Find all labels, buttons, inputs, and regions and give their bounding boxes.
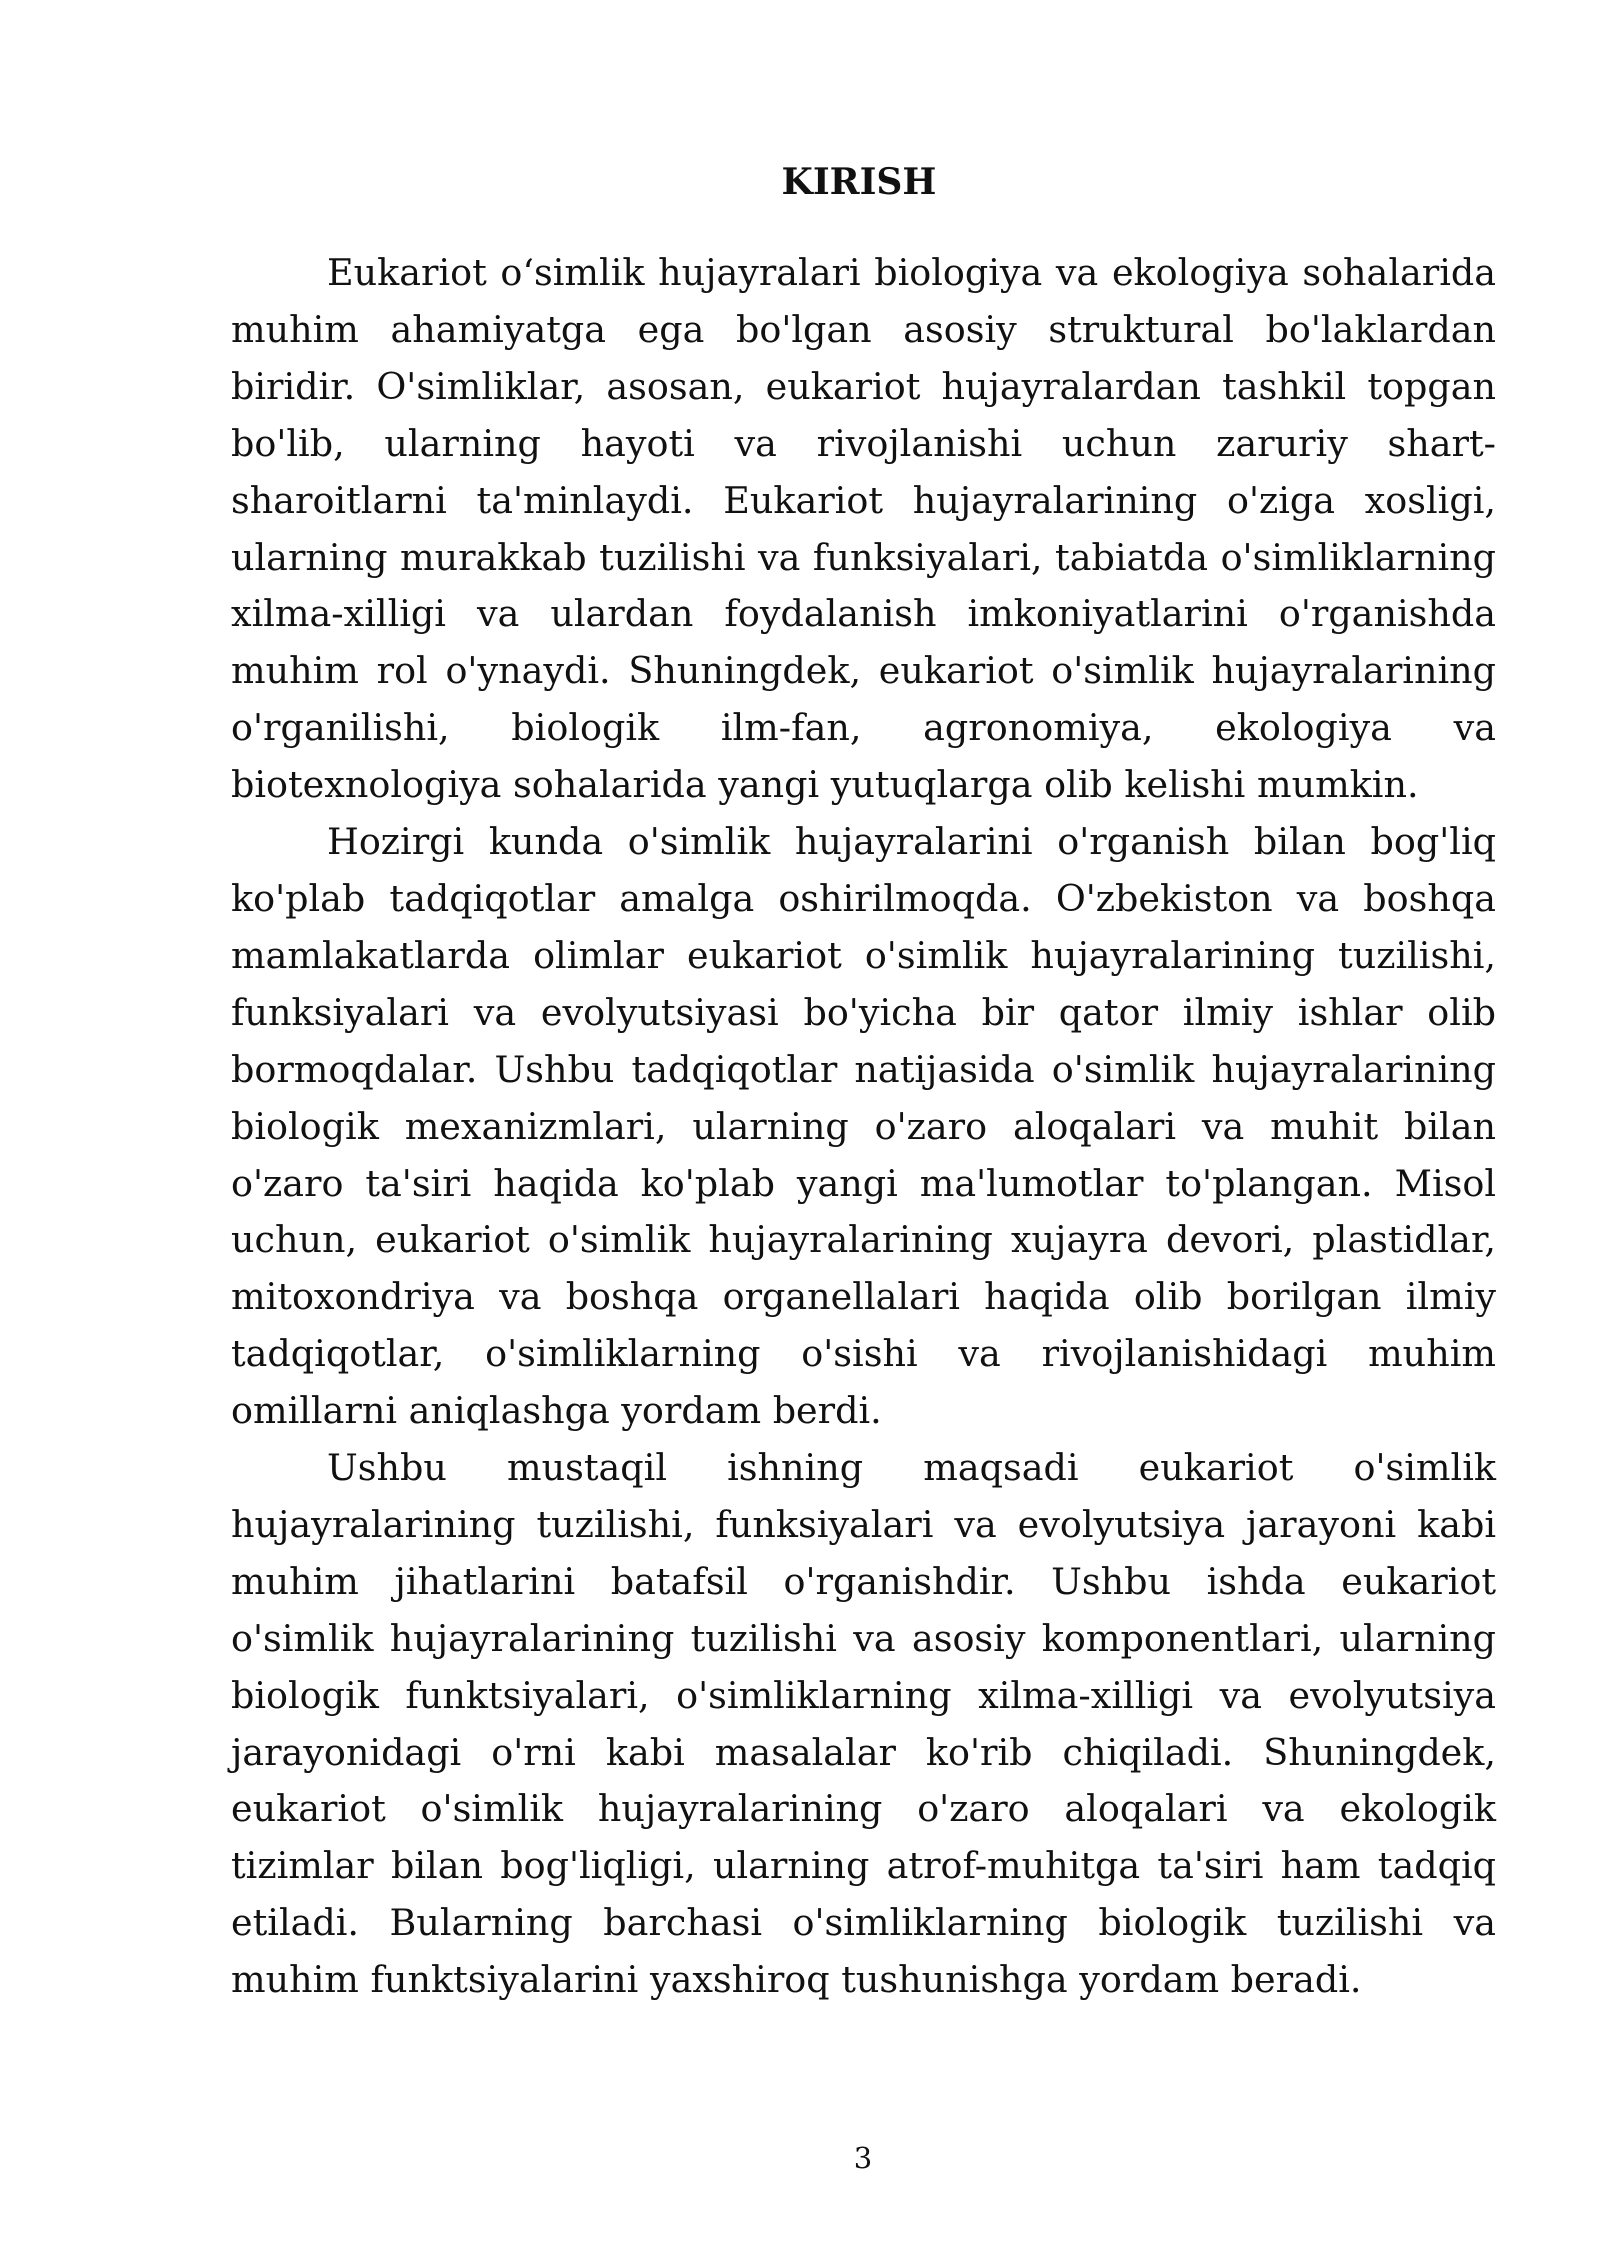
page-title: KIRISH xyxy=(781,161,937,203)
paragraph: Hozirgi kunda o'simlik hujayralarini o'rganish bilan bog'liq ko'plab tadqiqotlar amalga oshirilmoqda. O'zbekiston va boshqa mamlakatlarda olimlar eukariot o'simlik hujayralarining tuzilishi, funksiyalari va evolyutsiyasi bo'yicha bir qator ilmiy ishlar olib bormoqdalar. Ushbu tadqiqotlar natijasida o'simlik hujayralarining biologik mexanizmlari, ularning o'zaro aloqalari va muhit bilan o'zaro ta'siri haqida ko'plab yangi ma'lumotlar to'plangan. Misol uchun, eukariot o'simlik hujayralarining xujayra devori, plastidlar, mitoxondriya va boshqa organellalari haqida olib borilgan ilmiy tadqiqotlar, o'simliklarning o'sishi va rivojlanishidagi muhim omillarni aniqlashga yordam berdi. xyxy=(231,820,1496,1433)
paragraph: Eukariot o‘simlik hujayralari biologiya va ekologiya sohalarida muhim ahamiyatga ega bo'lgan asosiy struktural bo'laklardan biridir. O'simliklar, asosan, eukariot hujayralardan tashkil topgan bo'lib, ularning hayoti va rivojlanishi uchun zaruriy shart-sharoitlarni ta'minlaydi. Eukariot hujayralarining o'ziga xosligi, ularning murakkab tuzilishi va funksiyalari, tabiatda o'simliklarning xilma-xilligi va ulardan foydalanish imkoniyatlarini o'rganishda muhim rol o'ynaydi. Shuningdek, eukariot o'simlik hujayralarining o'rganilishi, biologik ilm-fan, agronomiya, ekologiya va biotexnologiya sohalarida yangi yutuqlarga olib kelishi mumkin. xyxy=(231,251,1496,807)
paragraph: Ushbu mustaqil ishning maqsadi eukariot o'simlik hujayralarining tuzilishi, funksiyalari va evolyutsiya jarayoni kabi muhim jihatlarini batafsil o'rganishdir. Ushbu ishda eukariot o'simlik hujayralarining tuzilishi va asosiy komponentlari, ularning biologik funktsiyalari, o'simliklarning xilma-xilligi va evolyutsiya jarayonidagi o'rni kabi masalalar ko'rib chiqiladi. Shuningdek, eukariot o'simlik hujayralarining o'zaro aloqalari va ekologik tizimlar bilan bog'liqligi, ularning atrof-muhitga ta'siri ham tadqiq etiladi. Bularning barchasi o'simliklarning biologik tuzilishi va muhim funktsiyalarini yaxshiroq tushunishga yordam beradi. xyxy=(231,1446,1496,2002)
page-number: 3 xyxy=(853,2141,873,2175)
body-text xyxy=(231,245,1496,2009)
